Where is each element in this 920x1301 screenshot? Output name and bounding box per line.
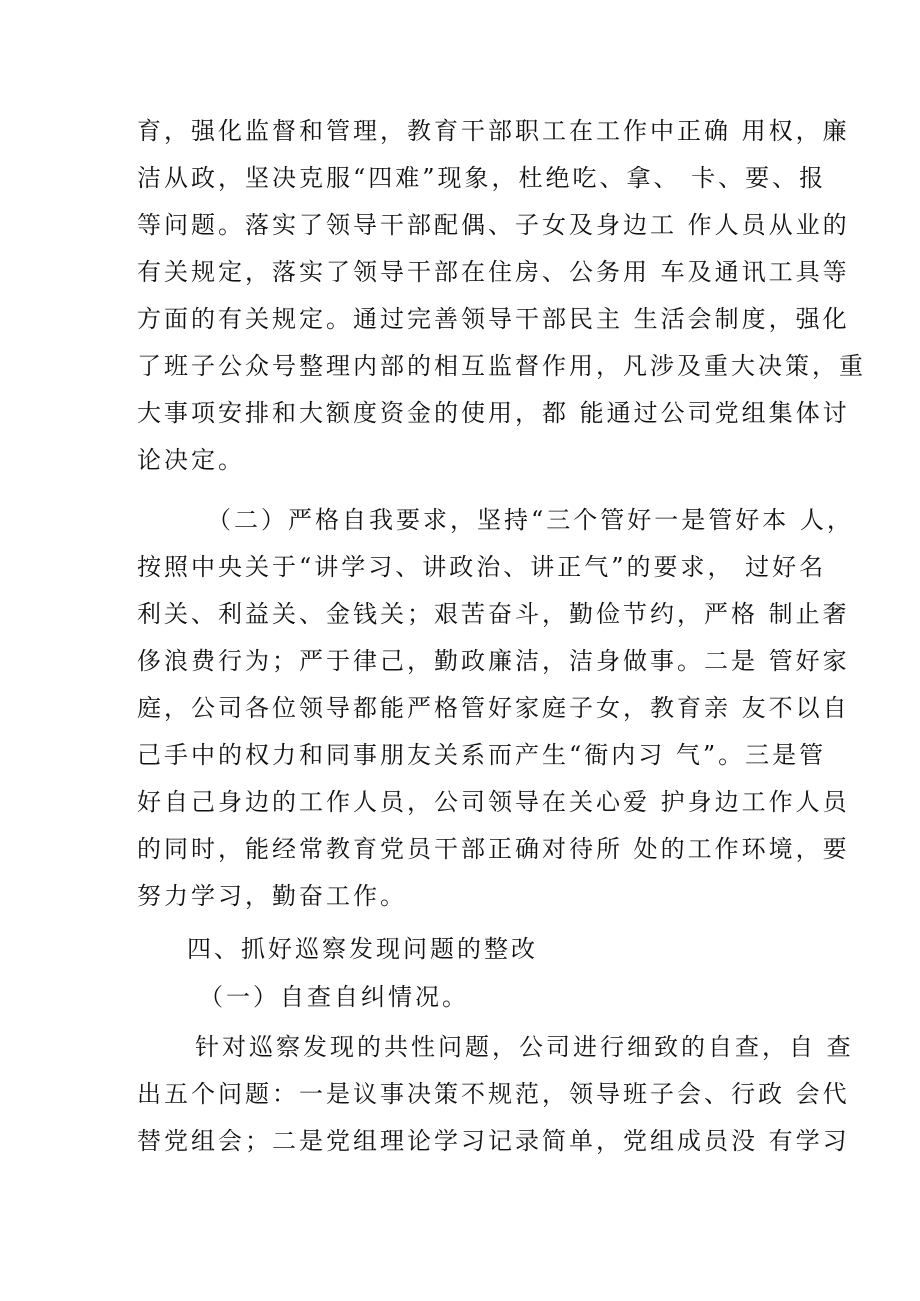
text-line: 出五个问题：一是议事决策不规范，领导班子会、行政 会代	[137, 1080, 850, 1108]
text-line: 论决定。	[137, 446, 245, 474]
text-line: 大事项安排和大额度资金的使用，都 能通过公司党组集体讨	[137, 399, 850, 427]
text-line: 等问题。落实了领导干部配偶、子女及身边工 作人员从业的	[137, 211, 850, 239]
text-line: 了班子公众号整理内部的相互监督作用，凡涉及重大决策，重	[137, 352, 866, 380]
text-line: 好自己身边的工作人员，公司领导在关心爱 护身边工作人员	[137, 788, 850, 816]
text-line: （二）严格自我要求，坚持“三个管好一是管好本 人，	[207, 506, 854, 534]
text-line: 方面的有关规定。通过完善领导干部民主 生活会制度，强化	[137, 305, 850, 333]
text-line: 有关规定，落实了领导干部在住房、公务用 车及通讯工具等	[137, 258, 850, 286]
text-line: 努力学习，勤奋工作。	[137, 882, 407, 910]
text-line: 利关、利益关、金钱关；艰苦奋斗，勤俭节约，严格 制止奢	[137, 600, 850, 628]
text-line: 的同时，能经常教育党员干部正确对待所 处的工作环境，要	[137, 835, 850, 863]
text-line: 替党组会；二是党组理论学习记录简单，党组成员没 有学习	[137, 1127, 850, 1155]
section-heading: 四、抓好巡察发现问题的整改	[187, 935, 538, 963]
text-line: 针对巡察发现的共性问题，公司进行细致的自查，自 查	[195, 1033, 854, 1061]
text-line: 侈浪费行为；严于律己，勤政廉洁，洁身做事。二是 管好家	[137, 647, 850, 675]
text-line: 按照中央关于“讲学习、讲政治、讲正气”的要求， 过好名	[137, 553, 827, 581]
subsection-heading: （一）自查自纠情况。	[199, 983, 469, 1011]
text-line: 庭，公司各位领导都能严格管好家庭子女，教育亲 友不以自	[137, 694, 850, 722]
text-line: 己手中的权力和同事朋友关系而产生“衙内习 气”。三是管	[137, 741, 827, 769]
text-line: 洁从政，坚决克服“四难”现象，杜绝吃、拿、 卡、要、报	[137, 164, 827, 192]
text-line: 育，强化监督和管理，教育干部职工在工作中正确 用权，廉	[137, 117, 850, 145]
